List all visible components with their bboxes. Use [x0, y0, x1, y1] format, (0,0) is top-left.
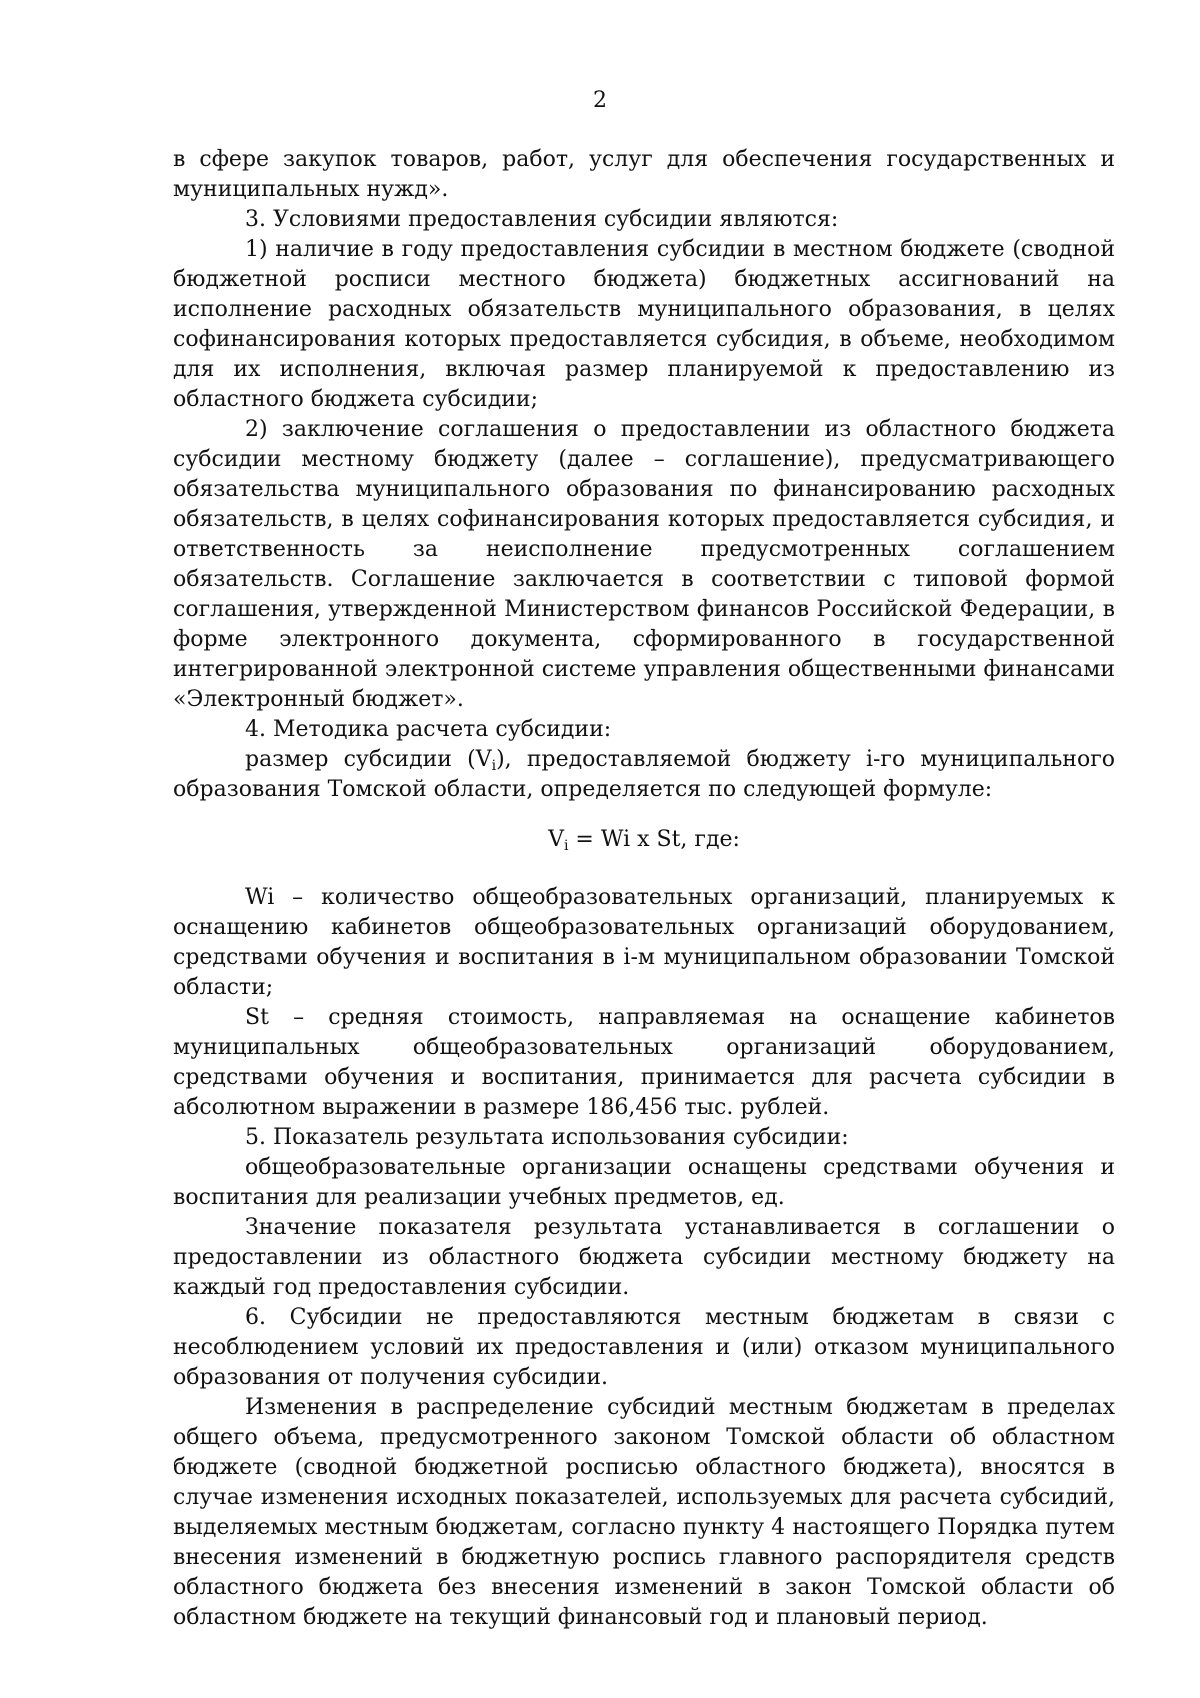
paragraph: 5. Показатель результата использования субсидии: [245, 1125, 849, 1150]
paragraph: Значение показателя результата устанавливается в соглашении о предоставлении из областного бюджета субсидии местному бюджету на каждый год предоставления субсидии. [173, 1215, 1115, 1300]
formula [173, 825, 1115, 855]
formula-lhs: V [548, 827, 564, 852]
method-paragraph [173, 745, 1115, 805]
method-text-part2: ), предоставляемой бюджету i-го муниципального образования Томской области, определяется по следующей формуле: [173, 747, 1115, 802]
paragraph: 1) наличие в году предоставления субсидии в местном бюджете (сводной бюджетной росписи местного бюджета) бюджетных ассигнований на исполнение расходных обязательств муниципального образования, в целях софинансирования которых предоставляется субсидия, в объеме, необходимом для их исполнения, включая размер планируемой к предоставлению из областного бюджета субсидии; [173, 237, 1115, 412]
formula-lhs-subscript: i [563, 838, 569, 854]
paragraph: общеобразовательные организации оснащены средствами обучения и воспитания для реализации учебных предметов, ед. [173, 1155, 1115, 1210]
formula-rhs: = Wi x St, где: [568, 827, 740, 852]
paragraph: 6. Субсидии не предоставляются местным бюджетам в связи с несоблюдением условий их предоставления и (или) отказом муниципального образования от получения субсидии. [173, 1305, 1115, 1390]
method-subscript: i [491, 758, 497, 774]
document-body [173, 145, 1115, 1633]
paragraph: 3. Условиями предоставления субсидии являются: [245, 207, 839, 232]
paragraph: Wi – количество общеобразовательных организаций, планируемых к оснащению кабинетов общеобразовательных организаций оборудованием, средствами обучения и воспитания в i-м муниципальном образовании Томской области; [173, 885, 1115, 1000]
paragraph: 2) заключение соглашения о предоставлении из областного бюджета субсидии местному бюджету (далее – соглашение), предусматривающего обязательства муниципального образования по финансированию расходных обязательств, в целях софинансирования которых предоставляется субсидия, и ответственность за неисполнение предусмотренных соглашением обязательств. Соглашение заключается в соответствии с типовой формой соглашения, утвержденной Министерством финансов Российской Федерации, в форме электронного документа, сформированного в государственной интегрированной электронной системе управления общественными финансами «Электронный бюджет». [173, 417, 1115, 712]
method-text-part1: размер субсидии (V [245, 747, 492, 772]
paragraph: 4. Методика расчета субсидии: [245, 717, 612, 742]
page-number: 2 [593, 88, 607, 113]
paragraph: Изменения в распределение субсидий местным бюджетам в пределах общего объема, предусмотренного законом Томской области об областном бюджете (сводной бюджетной росписью областного бюджета), вносятся в случае изменения исходных показателей, используемых для расчета субсидий, выделяемых местным бюджетам, согласно пункту 4 настоящего Порядка путем внесения изменений в бюджетную роспись главного распорядителя средств областного бюджета без внесения изменений в закон Томской области об областном бюджете на текущий финансовый год и плановый период. [173, 1395, 1115, 1630]
paragraph: в сфере закупок товаров, работ, услуг для обеспечения государственных и муниципальных нужд». [173, 147, 1115, 202]
paragraph: St – средняя стоимость, направляемая на оснащение кабинетов муниципальных общеобразовательных организаций оборудованием, средствами обучения и воспитания, принимается для расчета субсидии в абсолютном выражении в размере 186,456 тыс. рублей. [173, 1005, 1115, 1120]
